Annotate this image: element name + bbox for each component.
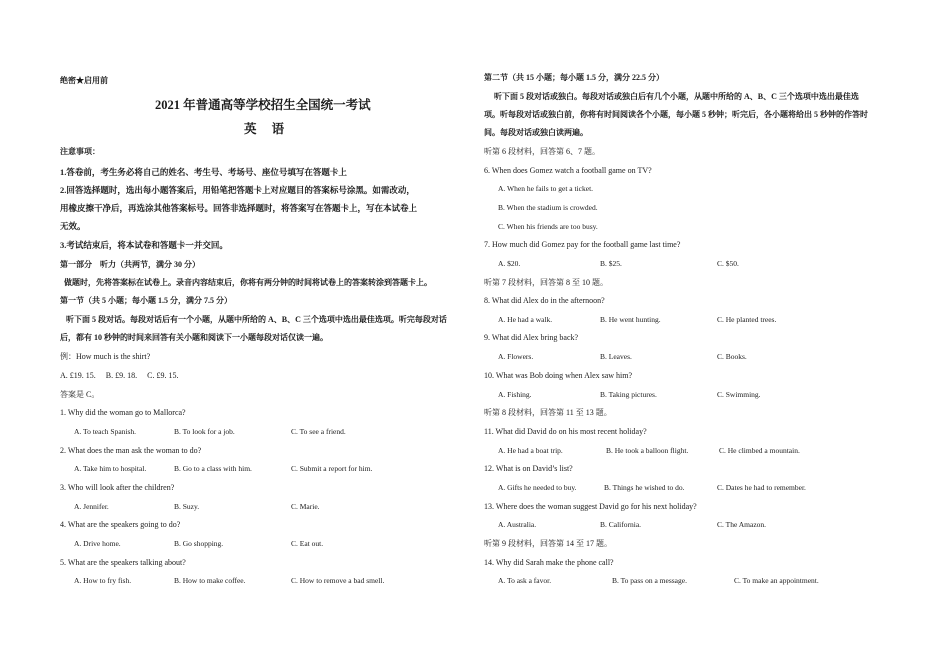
q3-option-c: C. Marie. xyxy=(291,502,320,511)
q10-option-b: B. Taking pictures. xyxy=(600,390,657,399)
question-2: 2. What does the man ask the woman to do? xyxy=(60,446,202,455)
question-12: 12. What is on David’s list? xyxy=(484,464,573,473)
q12-option-a: A. Gifts he needed to buy. xyxy=(498,483,577,492)
notice-1: 1.答卷前，考生务必将自己的姓名、考生号、考场号、座位号填写在答题卡上 xyxy=(60,167,347,177)
q10-option-a: A. Fishing. xyxy=(498,390,532,399)
notice-2-cont: 用橡皮擦干净后，再选涂其他答案标号。回答非选择题时，将答案写在答题卡上，写在本试卷上 xyxy=(60,203,418,213)
q5-option-b: B. How to make coffee. xyxy=(174,576,246,585)
section1-heading: 第一节（共 5 小题；每小题 1.5 分，满分 7.5 分） xyxy=(60,296,232,305)
subject-title: 英 语 xyxy=(244,122,291,136)
q8-option-b: B. He went hunting. xyxy=(600,315,661,324)
question-7: 7. How much did Gomez pay for the football game last time? xyxy=(484,240,681,249)
q6-option-c: C. When his friends are too busy. xyxy=(498,222,598,231)
q14-option-b: B. To pass on a message. xyxy=(612,576,687,585)
part1-intro: 做题时，先将答案标在试卷上。录音内容结束后，你将有两分钟的时间将试卷上的答案转涂到答题卡上。 xyxy=(64,278,432,287)
q13-option-a: A. Australia. xyxy=(498,520,537,529)
prompt-8: 听第 8 段材料，回答第 11 至 13 题。 xyxy=(484,408,612,417)
question-14: 14. Why did Sarah make the phone call? xyxy=(484,558,614,567)
question-13: 13. Where does the woman suggest David go for his next holiday? xyxy=(484,502,697,511)
q1-option-b: B. To look for a job. xyxy=(174,427,235,436)
q11-option-a: A. He had a boat trip. xyxy=(498,446,563,455)
q8-option-c: C. He planted trees. xyxy=(717,315,777,324)
confidential-label: 绝密★启用前 xyxy=(60,76,108,85)
section2-heading: 第二节（共 15 小题；每小题 1.5 分，满分 22.5 分） xyxy=(484,73,664,82)
exam-title: 2021 年普通高等学校招生全国统一考试 xyxy=(155,98,371,112)
q1-option-c: C. To see a friend. xyxy=(291,427,346,436)
question-8: 8. What did Alex do in the afternoon? xyxy=(484,296,605,305)
example-answer: 答案是 C。 xyxy=(60,390,100,399)
q1-option-a: A. To teach Spanish. xyxy=(74,427,137,436)
prompt-9: 听第 9 段材料，回答第 14 至 17 题。 xyxy=(484,539,612,548)
section2-intro-2: 项。听每段对话或独白前，你将有时间阅读各个小题，每小题 5 秒钟；听完后，各小题将给出 5 秒钟的作答时 xyxy=(484,110,868,119)
notice-2-end: 无效。 xyxy=(60,221,86,231)
q11-option-b: B. He took a balloon flight. xyxy=(606,446,689,455)
q2-option-c: C. Submit a report for him. xyxy=(291,464,373,473)
q13-option-b: B. California. xyxy=(600,520,642,529)
q12-option-b: B. Things he wished to do. xyxy=(604,483,685,492)
notice-heading: 注意事项： xyxy=(60,147,100,156)
notice-2: 2.回答选择题时，选出每小题答案后，用铅笔把答题卡上对应题目的答案标号涂黑。如需改动， xyxy=(60,185,415,195)
question-9: 9. What did Alex bring back? xyxy=(484,333,579,342)
q7-option-b: B. $25. xyxy=(600,259,622,268)
q5-option-a: A. How to fry fish. xyxy=(74,576,132,585)
q5-option-c: C. How to remove a bad smell. xyxy=(291,576,385,585)
example-question: 例：How much is the shirt? xyxy=(60,352,151,361)
q4-option-a: A. Drive home. xyxy=(74,539,121,548)
q2-option-a: A. Take him to hospital. xyxy=(74,464,147,473)
q8-option-a: A. He had a walk. xyxy=(498,315,553,324)
q3-option-b: B. Suzy. xyxy=(174,502,200,511)
example-options: A. £19. 15. B. £9. 18. C. £9. 15. xyxy=(60,371,179,380)
question-6: 6. When does Gomez watch a football game on TV? xyxy=(484,166,652,175)
q7-option-c: C. $50. xyxy=(717,259,739,268)
question-10: 10. What was Bob doing when Alex saw him? xyxy=(484,371,633,380)
section2-intro-1: 听下面 5 段对话或独白。每段对话或独白后有几个小题，从题中所给的 A、B、C 三个选项中选出最佳选 xyxy=(494,92,859,101)
question-4: 4. What are the speakers going to do? xyxy=(60,520,181,529)
q6-option-b: B. When the stadium is crowded. xyxy=(498,203,598,212)
q11-option-c: C. He climbed a mountain. xyxy=(719,446,800,455)
question-5: 5. What are the speakers talking about? xyxy=(60,558,186,567)
q2-option-b: B. Go to a class with him. xyxy=(174,464,252,473)
q4-option-b: B. Go shopping. xyxy=(174,539,224,548)
q9-option-a: A. Flowers. xyxy=(498,352,534,361)
prompt-7: 听第 7 段材料，回答第 8 至 10 题。 xyxy=(484,278,608,287)
q6-option-a: A. When he fails to get a ticket. xyxy=(498,184,594,193)
section2-intro-3: 间。每段对话或独白读两遍。 xyxy=(484,128,588,137)
question-3: 3. Who will look after the children? xyxy=(60,483,175,492)
q3-option-a: A. Jennifer. xyxy=(74,502,109,511)
section1-intro-1: 听下面 5 段对话。每段对话后有一个小题，从题中所给的 A、B、C 三个选项中选出最佳选项。听完每段对话 xyxy=(66,315,447,324)
q14-option-a: A. To ask a favor. xyxy=(498,576,552,585)
q10-option-c: C. Swimming. xyxy=(717,390,761,399)
notice-3: 3.考试结束后，将本试卷和答题卡一并交回。 xyxy=(60,240,228,250)
prompt-6: 听第 6 段材料，回答第 6、7 题。 xyxy=(484,147,600,156)
q9-option-c: C. Books. xyxy=(717,352,747,361)
q13-option-c: C. The Amazon. xyxy=(717,520,767,529)
question-11: 11. What did David do on his most recent holiday? xyxy=(484,427,647,436)
part1-heading: 第一部分 听力（共两节，满分 30 分） xyxy=(60,260,200,269)
q14-option-c: C. To make an appointment. xyxy=(734,576,819,585)
q12-option-c: C. Dates he had to remember. xyxy=(717,483,806,492)
q4-option-c: C. Eat out. xyxy=(291,539,324,548)
q9-option-b: B. Leaves. xyxy=(600,352,632,361)
question-1: 1. Why did the woman go to Mallorca? xyxy=(60,408,186,417)
section1-intro-2: 后，都有 10 秒钟的时间来回答有关小题和阅读下一小题每段对话仅读一遍。 xyxy=(60,333,328,342)
q7-option-a: A. $20. xyxy=(498,259,521,268)
